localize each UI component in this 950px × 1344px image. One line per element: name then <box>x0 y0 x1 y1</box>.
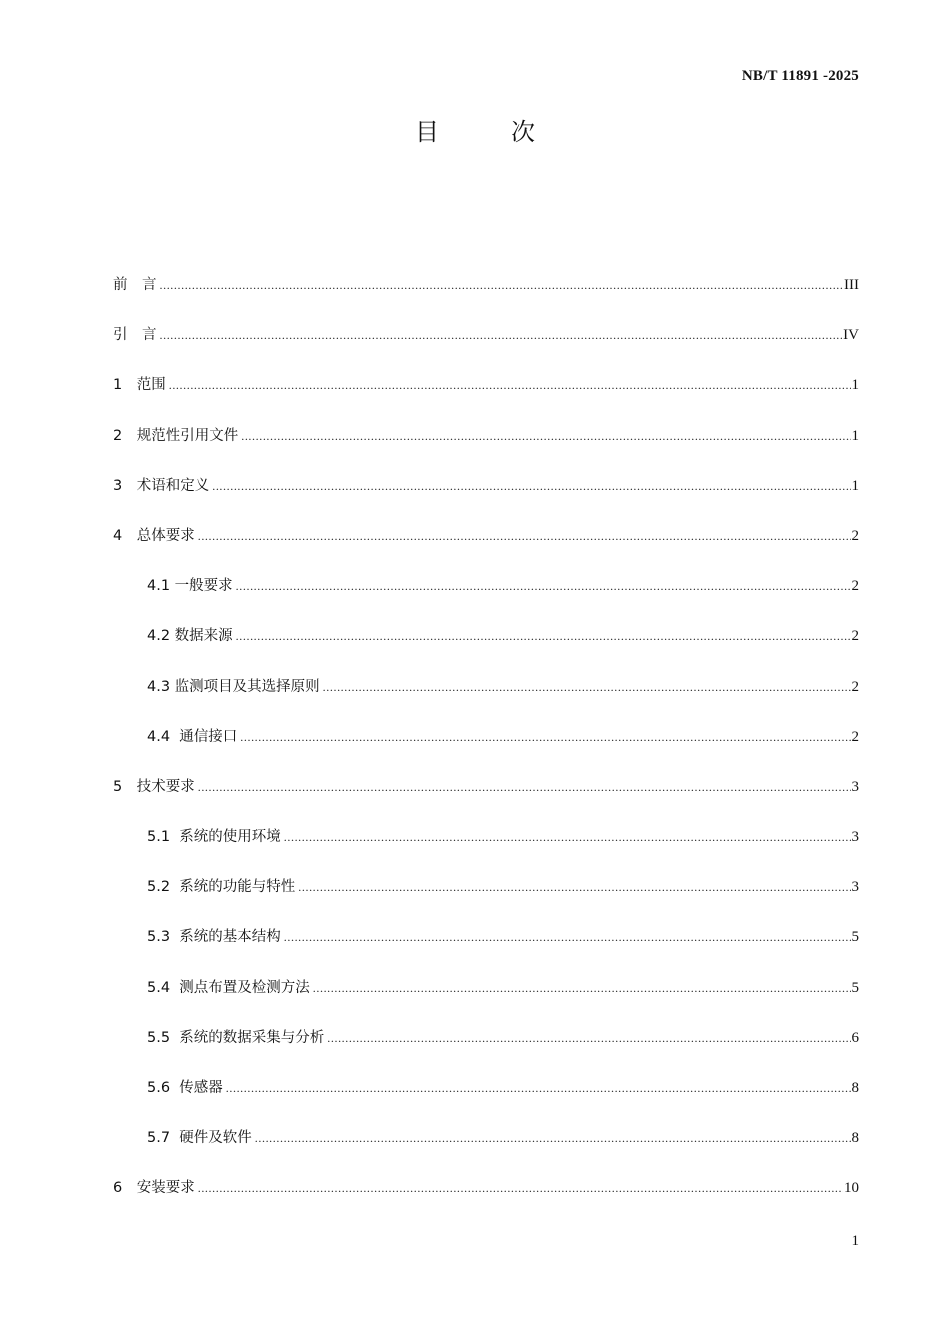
toc-leader-dots <box>236 574 851 598</box>
toc-leader-dots <box>198 524 851 548</box>
toc-entry[interactable] <box>113 675 859 725</box>
toc-entry-page: 2 <box>851 628 859 645</box>
toc-entry-label: 4.2 数据来源 <box>147 628 233 645</box>
toc-entry-page: 1 <box>851 377 859 394</box>
toc-entry-label: 6 安装要求 <box>113 1180 195 1197</box>
toc-entry[interactable] <box>113 524 859 574</box>
toc-entry[interactable] <box>113 273 859 323</box>
toc-entry-label: 5.4 测点布置及检测方法 <box>147 979 310 996</box>
toc-entry-page: 5 <box>851 979 859 996</box>
toc-leader-dots <box>298 875 850 899</box>
toc-entry[interactable] <box>113 474 859 524</box>
toc-entry-page: 10 <box>844 1180 859 1197</box>
toc-entry[interactable] <box>113 373 859 423</box>
toc-leader-dots <box>169 373 851 397</box>
toc-entry-label: 1 范围 <box>113 377 166 394</box>
toc-entry[interactable] <box>113 323 859 373</box>
toc-entry-label: 5.7 硬件及软件 <box>147 1130 252 1147</box>
toc-entry-page: 5 <box>851 929 859 946</box>
toc-entry[interactable] <box>113 825 859 875</box>
toc-entry-page: 6 <box>851 1029 859 1046</box>
toc-entry[interactable] <box>113 775 859 825</box>
toc-entry-page: 3 <box>851 778 859 795</box>
toc-entry[interactable] <box>113 624 859 674</box>
toc-leader-dots <box>236 624 851 648</box>
toc-entry-page: 2 <box>851 578 859 595</box>
toc-entry-page: 3 <box>851 879 859 896</box>
page-number: 1 <box>851 1233 859 1249</box>
standard-code: NB/T 11891 -2025 <box>741 68 859 84</box>
toc-entry-label: 5.5 系统的数据采集与分析 <box>147 1029 325 1046</box>
toc-entry-page: 8 <box>851 1080 859 1096</box>
toc-leader-dots <box>198 1176 843 1200</box>
toc-entry-page: 1 <box>851 427 859 444</box>
toc-entry-label: 5.3 系统的基本结构 <box>147 929 281 946</box>
toc-leader-dots <box>198 775 851 799</box>
toc-leader-dots <box>240 725 850 749</box>
toc-leader-dots <box>284 825 851 849</box>
toc-entry-label: 4.3 监测项目及其选择原则 <box>147 678 320 695</box>
toc-entry-label: 前 言 <box>113 277 157 293</box>
toc-entry-label: 4 总体要求 <box>113 527 195 544</box>
toc-entry-label: 5.6 传感器 <box>147 1080 223 1096</box>
toc-entry-label: 3 术语和定义 <box>113 477 210 494</box>
toc-entry-page: 8 <box>851 1130 859 1147</box>
toc-entry[interactable] <box>113 976 859 1026</box>
toc-entry-page: IV <box>843 327 859 344</box>
toc-leader-dots <box>255 1126 851 1150</box>
toc-entry-label: 4.4 通信接口 <box>147 728 238 745</box>
toc-entry[interactable] <box>113 1176 859 1226</box>
toc-leader-dots <box>323 675 851 699</box>
toc-entry-page: 2 <box>851 527 859 544</box>
toc-entry[interactable] <box>113 875 859 925</box>
table-of-contents <box>113 273 859 1227</box>
toc-leader-dots <box>160 273 844 297</box>
toc-entry-page: 2 <box>851 678 859 695</box>
toc-entry[interactable] <box>113 424 859 474</box>
toc-entry-page: 2 <box>851 728 859 745</box>
toc-leader-dots <box>226 1076 851 1100</box>
toc-entry-label: 引 言 <box>113 327 157 344</box>
toc-entry[interactable] <box>113 1026 859 1076</box>
toc-entry-label: 5 技术要求 <box>113 778 195 795</box>
toc-leader-dots <box>327 1026 850 1050</box>
toc-leader-dots <box>284 925 851 949</box>
toc-entry[interactable] <box>113 574 859 624</box>
toc-entry-label: 2 规范性引用文件 <box>113 427 239 444</box>
toc-leader-dots <box>212 474 850 498</box>
toc-leader-dots <box>313 976 851 1000</box>
toc-entry-label: 4.1 一般要求 <box>147 578 233 595</box>
toc-entry-page: 1 <box>851 477 859 494</box>
toc-leader-dots <box>160 323 843 347</box>
toc-entry-page: 3 <box>851 829 859 846</box>
page-title: 目 次 <box>415 118 559 146</box>
toc-leader-dots <box>241 424 850 448</box>
toc-entry-label: 5.2 系统的功能与特性 <box>147 879 296 896</box>
toc-entry[interactable] <box>113 725 859 775</box>
toc-entry[interactable] <box>113 1126 859 1176</box>
toc-entry[interactable] <box>113 1076 859 1126</box>
toc-entry[interactable] <box>113 925 859 975</box>
toc-entry-label: 5.1 系统的使用环境 <box>147 829 281 846</box>
toc-entry-page: III <box>844 277 859 293</box>
